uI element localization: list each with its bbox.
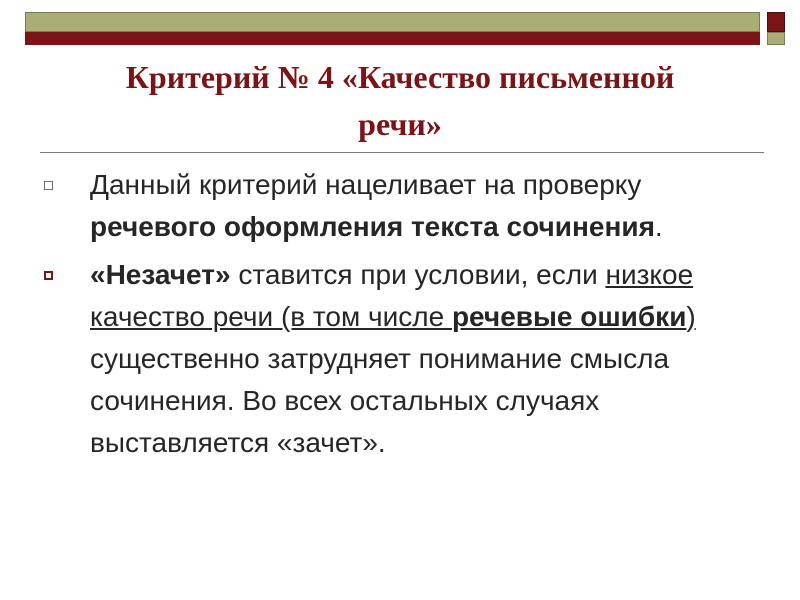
- header-olive-bar: [25, 12, 760, 32]
- title-divider: [40, 152, 764, 153]
- bullet-1-bold-text: речевого оформления текста сочинения: [90, 211, 655, 242]
- bullet-2-underlined-text: низкое качество речи (в том числе: [90, 259, 694, 332]
- corner-square-olive: [767, 32, 785, 45]
- title-line-2: речи»: [358, 106, 442, 142]
- bullet-item-1: [40, 164, 760, 248]
- hollow-square-bullet-icon: [44, 181, 53, 190]
- bullet-2-underlined-paren: ): [686, 301, 696, 332]
- header-maroon-stripe: [25, 32, 760, 45]
- corner-square-maroon: [767, 12, 785, 32]
- filled-square-bullet-icon: [44, 271, 53, 280]
- bullet-2-text: ставится при условии, если: [230, 259, 606, 290]
- bullet-2-bold-underlined-text: речевые ошибки: [451, 301, 687, 332]
- bullet-1-text: Данный критерий нацеливает на проверку: [90, 169, 642, 200]
- title-line-1: Критерий № 4 «Качество письменной: [125, 59, 675, 95]
- bullet-1-end: .: [654, 211, 663, 242]
- bullet-item-2: [40, 254, 760, 464]
- bullet-list: [40, 164, 760, 470]
- bullet-2-bold-term: «Незачет»: [90, 259, 231, 290]
- bullet-2-rest: существенно затрудняет понимание смысла сочинения. Во всех остальных случаях выставляется «зачет».: [90, 343, 670, 458]
- slide-title: [40, 54, 760, 148]
